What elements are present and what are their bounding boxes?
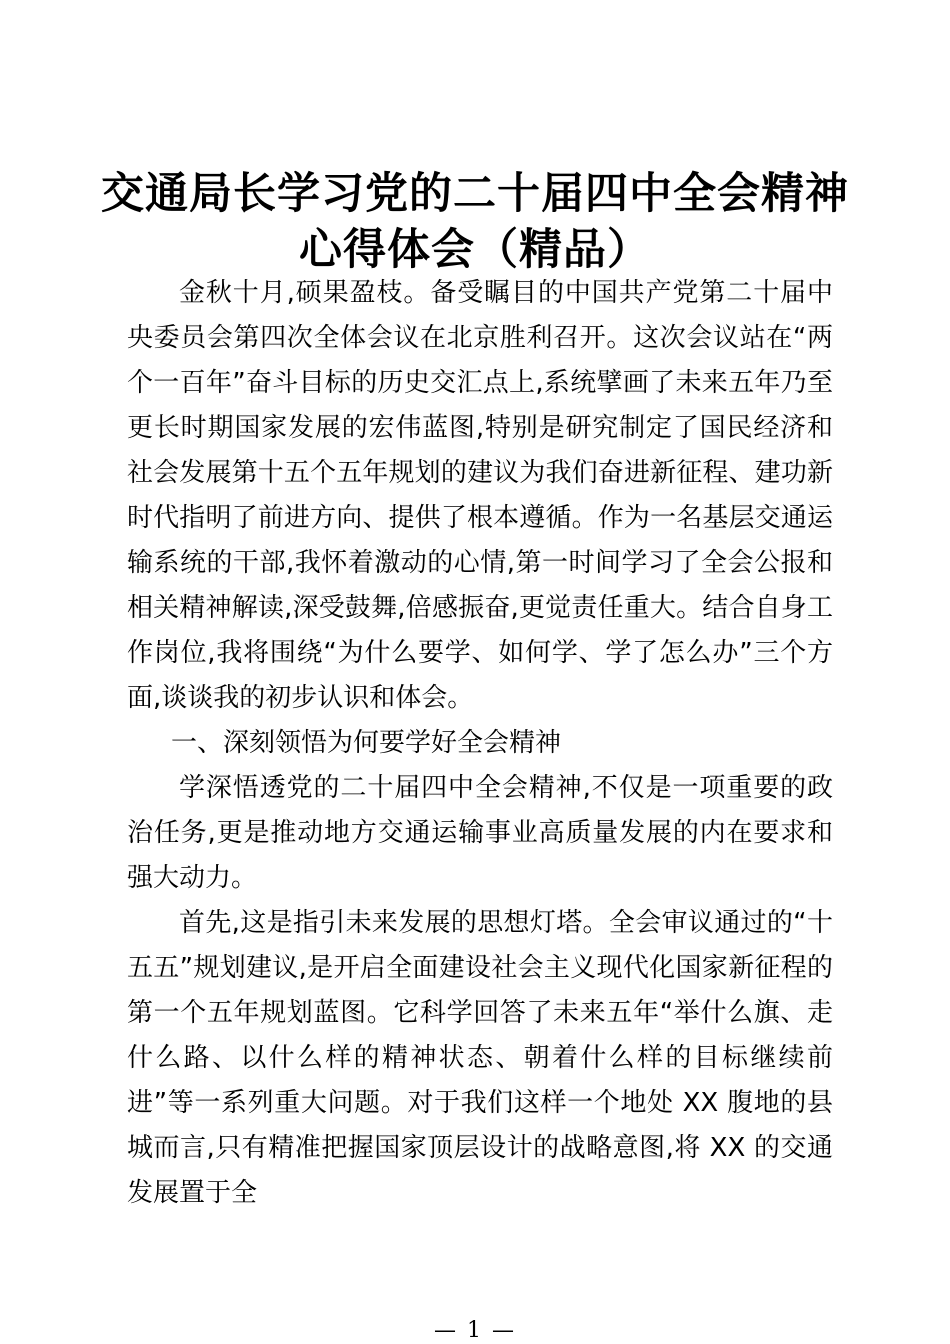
body-paragraph: 首先,这是指引未来发展的思想灯塔。全会审议通过的“十五五”规划建议,是开启全面建设社会主义现代化国家新征程的第一个五年规划蓝图。它科学回答了未来五年“举什么旗、走什么路、以什么样的精神状态、朝着什么样的目标继续前进”等一系列重大问题。对于我们这样一个地处 XX 腹地的县城而言,只有精准把握国家顶层设计的战略意图,将 XX 的交通发展置于全: [127, 908, 833, 1208]
intro-paragraph: 金秋十月,硕果盈枝。备受瞩目的中国共产党第二十届中央委员会第四次全体会议在北京胜利召开。这次会议站在“两个一百年”奋斗目标的历史交汇点上,系统擘画了未来五年乃至更长时期国家发展的宏伟蓝图,特别是研究制定了国民经济和社会发展第十五个五年规划的建议为我们奋进新征程、建功新时代指明了前进方向、提供了根本遵循。作为一名基层交通运输系统的干部,我怀着激动的心情,第一时间学习了全会公报和相关精神解读,深受鼓舞,倍感振奋,更觉责任重大。结合自身工作岗位,我将围绕“为什么要学、如何学、学了怎么办”三个方面,谈谈我的初步认识和体会。: [127, 278, 833, 713]
document-title: [100, 166, 850, 278]
title-line-1: 交通局长学习党的二十届四中全会精神: [101, 169, 849, 219]
body-paragraph: 学深悟透党的二十届四中全会精神,不仅是一项重要的政治任务,更是推动地方交通运输事业高质量发展的内在要求和强大动力。: [127, 773, 833, 893]
section-heading: 一、深刻领悟为何要学好全会精神: [171, 728, 562, 758]
title-line-2: 心得体会（精品）: [299, 225, 651, 275]
page-number: — 1 —: [434, 1318, 516, 1343]
document-body: [127, 271, 833, 1216]
